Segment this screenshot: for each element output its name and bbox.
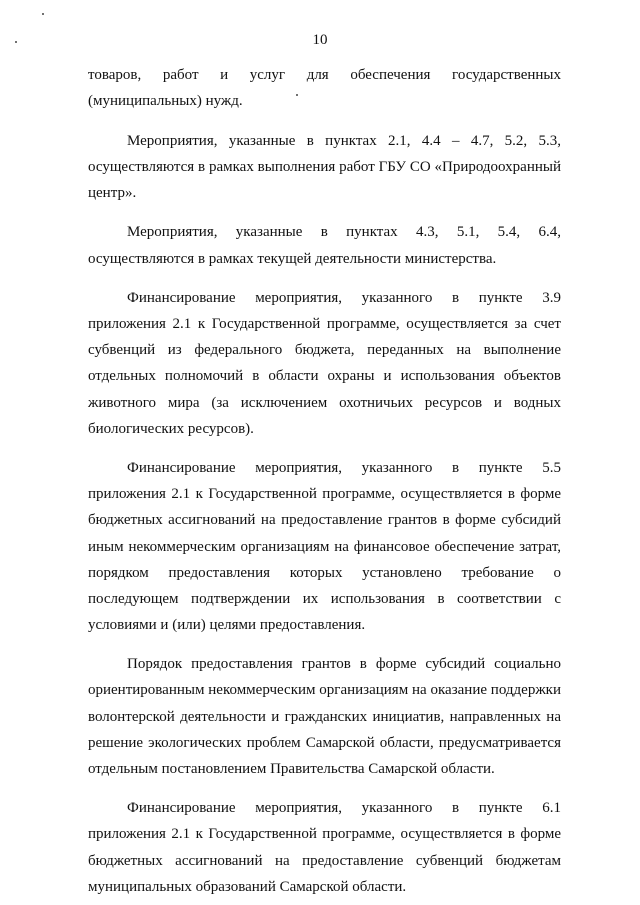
paragraph-grants-procedure: Порядок предоставления грантов в форме субсидий социально ориентированным некоммерческим организациям на оказание поддержки волонтерской деятельности и гражданских инициатив, направленных на решение экологических проблем Самарской области, предусматривается отдельным постановлением Правительства Самарской области. bbox=[88, 656, 561, 777]
paragraph-continuation: товаров, работ и услуг для обеспечения государственных (муниципальных) нужд. bbox=[88, 67, 561, 110]
page-number: 10 bbox=[312, 32, 328, 48]
paragraph-financing-6-1: Финансирование мероприятия, указанного в пункте 6.1 приложения 2.1 к Государственной программе, осуществляется в форме бюджетных ассигнований на предоставление субвенций бюджетам муниципальных образований Самарской области. bbox=[88, 800, 561, 895]
scan-speck bbox=[42, 13, 44, 15]
paragraph-financing-3-9: Финансирование мероприятия, указанного в пункте 3.9 приложения 2.1 к Государственной программе, осуществляется за счет субвенций из федерального бюджета, переданных на выполнение отдельных полномочий в области охраны и использования объектов животного мира (за исключением охотничьих ресурсов и водных биологических ресурсов). bbox=[88, 290, 561, 437]
paragraph-financing-5-5: Финансирование мероприятия, указанного в пункте 5.5 приложения 2.1 к Государственной программе, осуществляется в форме бюджетных ассигнований на предоставление грантов в форме субсидий иным некоммерческим организациям на финансовое обеспечение затрат, порядком предоставления которых установлено требование о последующем подтверждении их использования в соответствии с условиями и (или) целями предоставления. bbox=[88, 460, 561, 633]
paragraph-gbu-activities: Мероприятия, указанные в пунктах 2.1, 4.4 – 4.7, 5.2, 5.3, осуществляются в рамках выполнения работ ГБУ СО «Природоохранный центр». bbox=[88, 132, 561, 201]
document-body bbox=[88, 62, 561, 900]
paragraph-ministry-activities: Мероприятия, указанные в пунктах 4.3, 5.1, 5.4, 6.4, осуществляются в рамках текущей деятельности министерства. bbox=[88, 224, 561, 267]
